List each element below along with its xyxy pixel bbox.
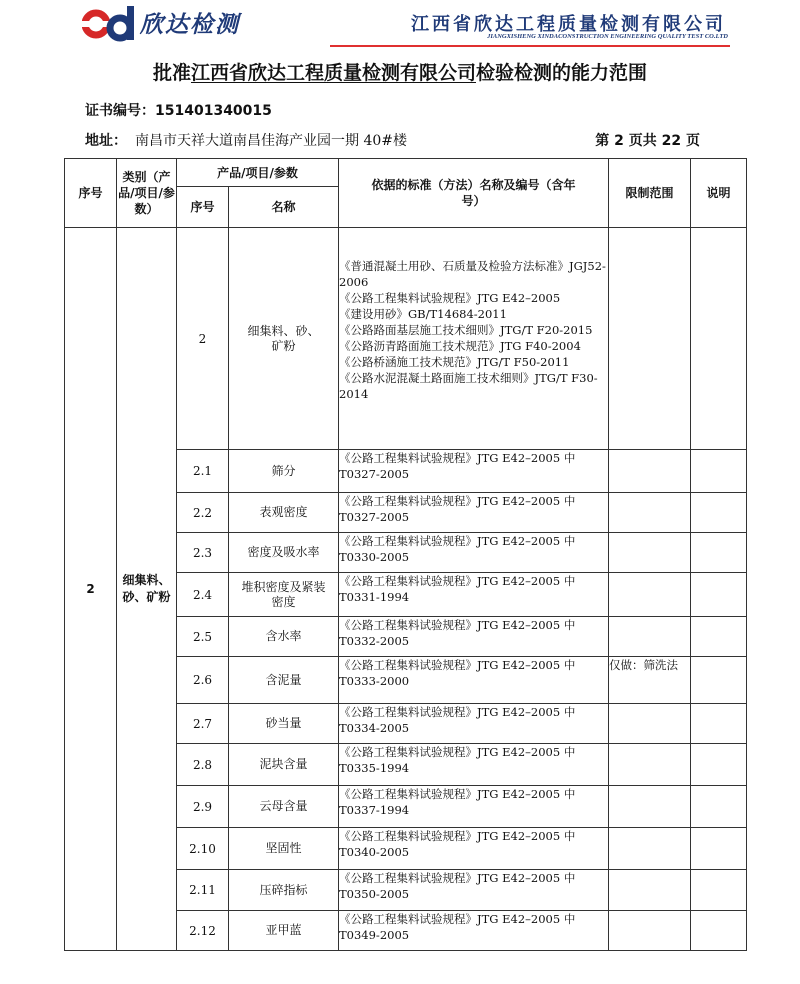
- row-seq: 2.11: [177, 870, 229, 911]
- row-note: [691, 573, 747, 617]
- row-standard: 《公路工程集料试验规程》JTG E42–2005 中 T0332-2005: [339, 617, 609, 657]
- row-note: [691, 533, 747, 573]
- row-seq: 2.3: [177, 533, 229, 573]
- row-standard: 《普通混凝土用砂、石质量及检验方法标准》JGJ52-2006 《公路工程集料试验规程》JTG E42–2005 《建设用砂》GB/T14684-2011 《公路路面基层施工技术细则》JTG/T F20-2015 《公路沥青路面施工技术规范》JTG F40-2004 《公路桥涵施工技术规范》JTG/T F50-2011 《公路水泥混凝土路面施工技术细则》JTG/T F30-2014: [339, 228, 609, 450]
- company-name-cn: 江西省欣达工程质量检测有限公司: [411, 14, 726, 35]
- row-note: [691, 228, 747, 450]
- row-name: 含水率: [229, 617, 339, 657]
- row-note: [691, 744, 747, 786]
- address-value: 南昌市天祥大道南昌佳海产业园一期 40#楼: [135, 133, 407, 149]
- row-name: 压碎指标: [229, 870, 339, 911]
- row-seq: 2.9: [177, 786, 229, 828]
- row-limit: [609, 617, 691, 657]
- row-name: 筛分: [229, 450, 339, 493]
- row-note: [691, 870, 747, 911]
- row-seq: 2.2: [177, 493, 229, 533]
- row-limit: [609, 493, 691, 533]
- cert-label: 证书编号：: [85, 103, 155, 119]
- row-seq: 2: [177, 228, 229, 450]
- row-standard: 《公路工程集料试验规程》JTG E42–2005 中 T0335-1994: [339, 744, 609, 786]
- row-limit: [609, 704, 691, 744]
- row-standard: 《公路工程集料试验规程》JTG E42–2005 中 T0340-2005: [339, 828, 609, 870]
- row-note: [691, 657, 747, 704]
- row-limit: [609, 450, 691, 493]
- page-title: [0, 58, 800, 85]
- row-limit: [609, 828, 691, 870]
- row-standard: 《公路工程集料试验规程》JTG E42–2005 中 T0327-2005: [339, 493, 609, 533]
- row-name: 密度及吸水率: [229, 533, 339, 573]
- row-seq: 2.10: [177, 828, 229, 870]
- title-suffix: 检验检测的能力范围: [476, 62, 648, 84]
- address-label: 地址：: [85, 133, 127, 149]
- row-limit: [609, 228, 691, 450]
- cert-value: 151401340015: [155, 103, 272, 119]
- certificate-number: [85, 100, 272, 120]
- row-seq: 2.12: [177, 911, 229, 951]
- xd-logo-icon: [82, 4, 138, 44]
- row-note: [691, 828, 747, 870]
- row-standard: 《公路工程集料试验规程》JTG E42–2005 中 T0350-2005: [339, 870, 609, 911]
- row-seq: 2.4: [177, 573, 229, 617]
- row-limit: [609, 911, 691, 951]
- row-limit: [609, 870, 691, 911]
- logo-text: 欣达检测: [140, 12, 240, 38]
- header-product-group: 产品/项目/参数: [177, 159, 339, 187]
- row-name: 含泥量: [229, 657, 339, 704]
- row-standard: 《公路工程集料试验规程》JTG E42–2005 中 T0349-2005: [339, 911, 609, 951]
- group-seq: 2: [65, 228, 117, 951]
- row-standard: 《公路工程集料试验规程》JTG E42–2005 中 T0330-2005: [339, 533, 609, 573]
- header-note: 说明: [691, 159, 747, 228]
- page-header: [0, 0, 800, 50]
- row-seq: 2.8: [177, 744, 229, 786]
- row-note: [691, 911, 747, 951]
- header-category: 类别（产品/项目/参数）: [117, 159, 177, 228]
- page-number: 第 2 页共 22 页: [595, 133, 700, 149]
- address: [85, 130, 407, 150]
- title-organization: 江西省欣达工程质量检测有限公司: [190, 62, 476, 84]
- row-note: [691, 450, 747, 493]
- header-sub-seq: 序号: [177, 187, 229, 228]
- row-limit: 仅做：筛洗法: [609, 657, 691, 704]
- row-seq: 2.6: [177, 657, 229, 704]
- row-name: 砂当量: [229, 704, 339, 744]
- header-seq: 序号: [65, 159, 117, 228]
- row-note: [691, 617, 747, 657]
- row-standard: 《公路工程集料试验规程》JTG E42–2005 中 T0337-1994: [339, 786, 609, 828]
- row-limit: [609, 573, 691, 617]
- capability-table: [64, 158, 747, 951]
- row-note: [691, 493, 747, 533]
- row-name: 云母含量: [229, 786, 339, 828]
- row-name: 表观密度: [229, 493, 339, 533]
- row-seq: 2.5: [177, 617, 229, 657]
- row-limit: [609, 744, 691, 786]
- row-name: 泥块含量: [229, 744, 339, 786]
- row-seq: 2.1: [177, 450, 229, 493]
- row-name: 亚甲蓝: [229, 911, 339, 951]
- row-standard: 《公路工程集料试验规程》JTG E42–2005 中 T0331-1994: [339, 573, 609, 617]
- row-standard: 《公路工程集料试验规程》JTG E42–2005 中 T0327-2005: [339, 450, 609, 493]
- row-note: [691, 786, 747, 828]
- row-standard: 《公路工程集料试验规程》JTG E42–2005 中 T0333-2000: [339, 657, 609, 704]
- title-prefix: 批准: [152, 62, 191, 84]
- row-standard: 《公路工程集料试验规程》JTG E42–2005 中 T0334-2005: [339, 704, 609, 744]
- header-name: 名称: [229, 187, 339, 228]
- row-name: 堆积密度及紧装密度: [229, 573, 339, 617]
- row-note: [691, 704, 747, 744]
- row-limit: [609, 533, 691, 573]
- header-divider: [330, 45, 730, 47]
- company-name-en: JIANGXISHENG XINDACONSTRUCTION ENGINEERING QUALITY TEST CO.LTD: [487, 33, 728, 40]
- table-row: [65, 228, 747, 450]
- row-seq: 2.7: [177, 704, 229, 744]
- row-name: 坚固性: [229, 828, 339, 870]
- row-limit: [609, 786, 691, 828]
- row-name: 细集料、砂、矿粉: [229, 228, 339, 450]
- header-standard: 依据的标准（方法）名称及编号（含年号）: [339, 159, 609, 228]
- header-limit: 限制范围: [609, 159, 691, 228]
- group-category: 细集料、砂、矿粉: [117, 228, 177, 951]
